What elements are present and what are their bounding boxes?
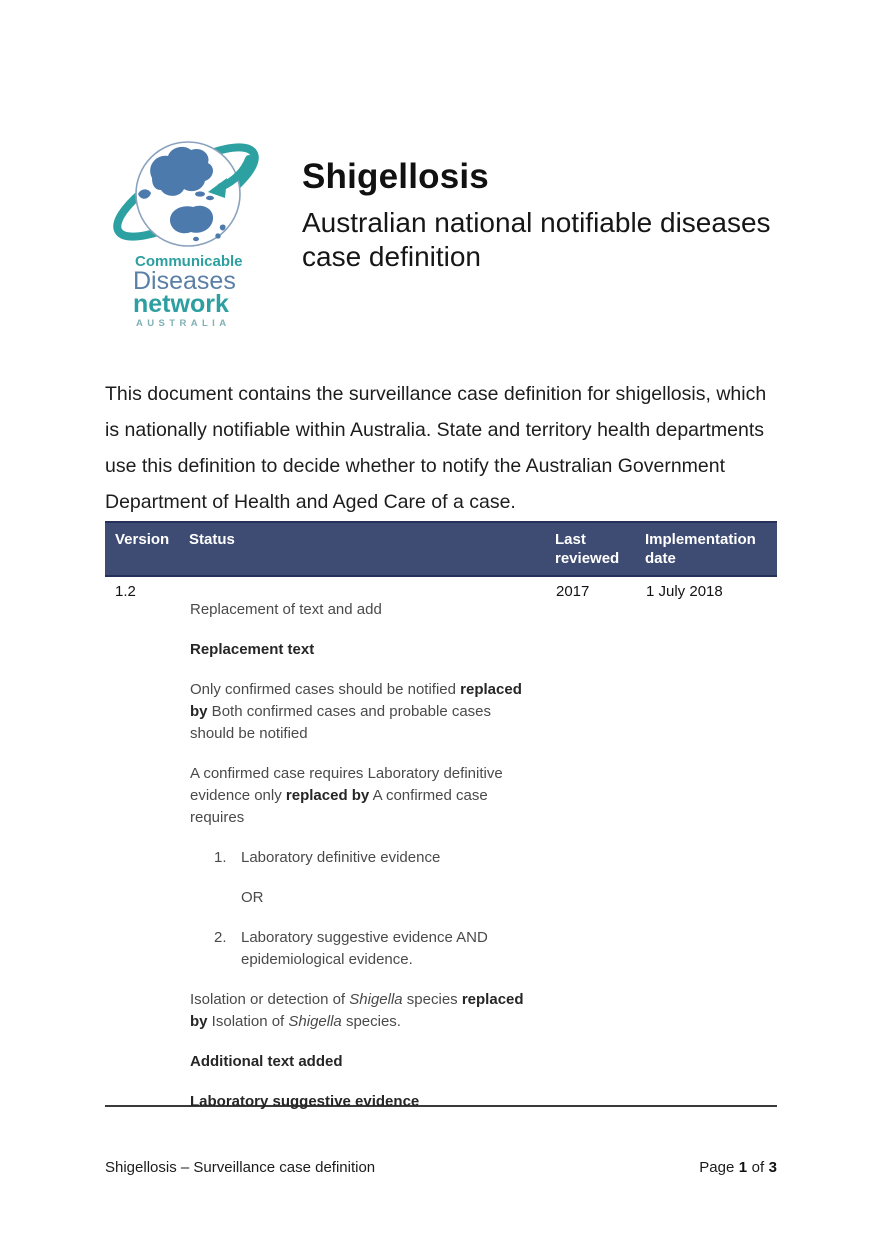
page-label: Page xyxy=(699,1159,735,1176)
table-header-row xyxy=(105,522,777,576)
status-paragraph: Additional text added xyxy=(190,1053,343,1070)
footer-document-title: Shigellosis – Surveillance case definition xyxy=(105,1159,376,1176)
cdna-logo xyxy=(108,128,268,340)
status-paragraph: A confirmed case requires Laboratory definitive evidence only replaced by A confirmed case requires xyxy=(190,765,503,826)
column-header-status: Status xyxy=(189,522,555,576)
last-reviewed-cell: 2017 xyxy=(556,583,590,600)
page-indicator xyxy=(699,1159,777,1176)
total-pages: 3 xyxy=(768,1159,777,1176)
status-list-item: 2. Laboratory suggestive evidence AND epidemiological evidence. xyxy=(214,929,488,968)
logo-text-diseases: Diseases xyxy=(133,267,236,295)
column-header-version: Version xyxy=(105,522,189,576)
status-paragraph: Isolation or detection of Shigella species replaced by Isolation of Shigella species. xyxy=(190,991,524,1030)
logo-text-communicable: Communicable xyxy=(135,253,243,270)
page-footer xyxy=(105,1159,777,1176)
status-paragraph: OR xyxy=(241,889,264,906)
status-paragraph: Laboratory suggestive evidence xyxy=(190,1093,420,1110)
page-subtitle: Australian national notifiable diseases case definition xyxy=(302,207,771,272)
of-label: of xyxy=(751,1159,765,1176)
version-history-table xyxy=(105,521,777,1114)
status-paragraph: Only confirmed cases should be notified replaced by Both confirmed cases and probable cases should be notified xyxy=(190,681,522,742)
status-paragraph: Replacement of text and add xyxy=(190,601,382,618)
column-header-last-reviewed: Last reviewed xyxy=(555,522,645,576)
page-title: Shigellosis xyxy=(302,157,489,196)
title-block xyxy=(302,156,772,274)
status-paragraph: Replacement text xyxy=(190,641,315,658)
page-number: 1 xyxy=(738,1159,748,1176)
implementation-date-cell: 1 July 2018 xyxy=(646,583,723,600)
logo-text-australia: AUSTRALIA xyxy=(136,318,231,329)
column-header-implementation-date: Implementation date xyxy=(645,522,777,576)
status-list-item: 1. Laboratory definitive evidence xyxy=(214,849,441,866)
table-row xyxy=(105,576,777,1114)
status-cell xyxy=(189,576,555,1114)
intro-paragraph: This document contains the surveillance case definition for shigellosis, which is nationally notifiable within Australia. State and territory health departments use this definition to decide whether to notify the Australian Government Department of Health and Aged Care of a case. xyxy=(105,382,767,513)
logo-text-network: network xyxy=(133,290,229,318)
version-table-container xyxy=(105,521,777,1110)
version-cell: 1.2 xyxy=(115,583,136,600)
